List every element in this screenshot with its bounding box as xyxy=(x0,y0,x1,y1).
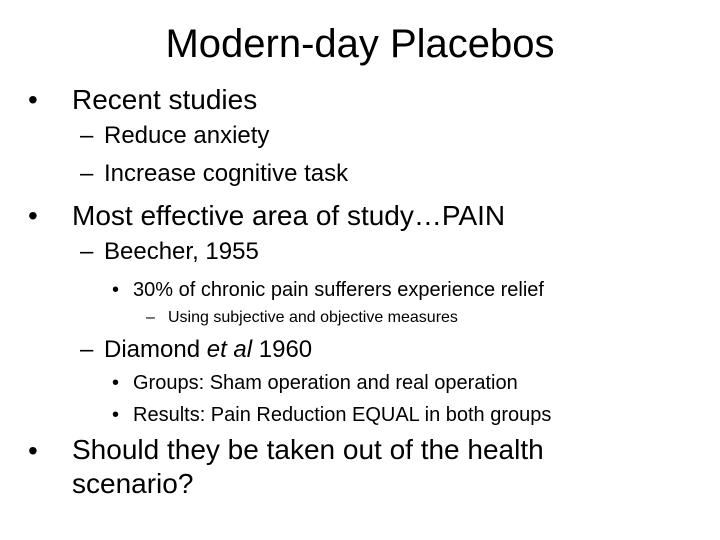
detail-measures: Using subjective and objective measures xyxy=(168,309,458,326)
bullet-recent-studies: Recent studies xyxy=(72,84,258,115)
bullet-should-they-line2: scenario? xyxy=(72,468,194,499)
sub-increase-cognitive: Increase cognitive task xyxy=(104,160,349,187)
bullet-should-they-line1: Should they be taken out of the health xyxy=(72,434,544,465)
sub-diamond-author: Diamond xyxy=(104,336,207,363)
point-chronic-pain: 30% of chronic pain sufferers experience relief xyxy=(133,279,544,301)
bullet-marker: • xyxy=(28,200,38,231)
dash-marker: – xyxy=(80,160,94,187)
point-groups: Groups: Sham operation and real operation xyxy=(133,372,518,394)
bullet-should-they xyxy=(72,433,544,501)
bullet-marker: • xyxy=(28,435,38,466)
sub-reduce-anxiety: Reduce anxiety xyxy=(104,122,270,149)
sub-diamond xyxy=(104,336,312,364)
point-results: Results: Pain Reduction EQUAL in both groups xyxy=(133,404,552,426)
bullet-most-effective: Most effective area of study…PAIN xyxy=(72,200,506,231)
bullet-marker: • xyxy=(112,279,120,301)
bullet-marker: • xyxy=(112,372,120,394)
dash-marker: – xyxy=(146,309,155,326)
dash-marker: – xyxy=(80,122,94,149)
sub-diamond-etal: et al xyxy=(206,336,253,363)
sub-beecher: Beecher, 1955 xyxy=(104,238,259,265)
bullet-marker: • xyxy=(112,404,120,426)
dash-marker: – xyxy=(80,336,94,363)
sub-diamond-year: 1960 xyxy=(252,336,313,363)
bullet-marker: • xyxy=(28,84,38,115)
dash-marker: – xyxy=(80,238,94,265)
slide-title: Modern-day Placebos xyxy=(165,22,555,66)
